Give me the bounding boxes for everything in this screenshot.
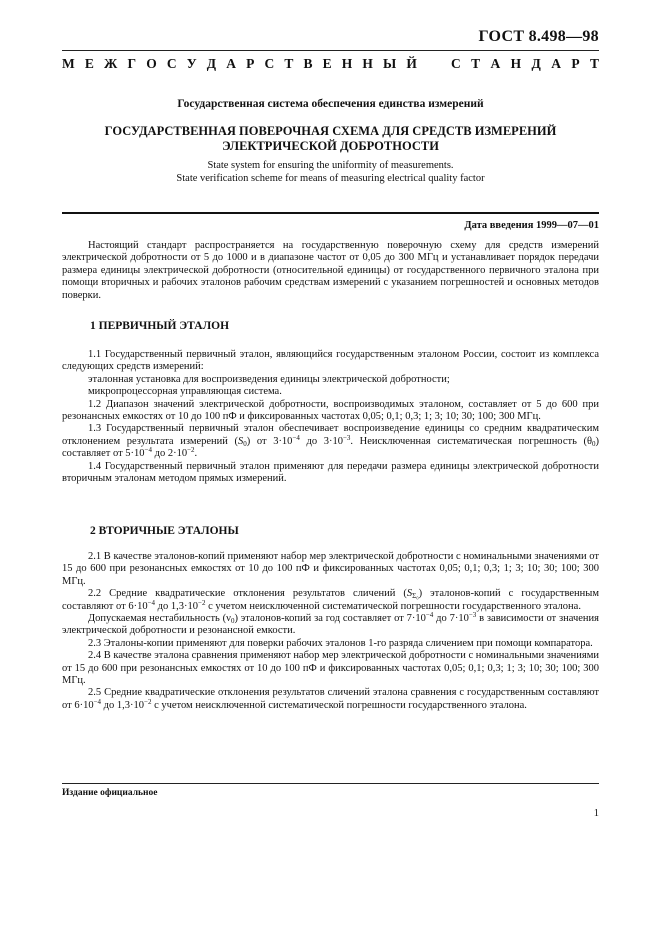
- interstate-letter: Г: [127, 56, 137, 71]
- interstate-letter: Е: [322, 56, 332, 71]
- english-title: [62, 160, 599, 185]
- interstate-letter: У: [186, 56, 197, 71]
- document-code: ГОСТ 8.498—98: [478, 28, 599, 45]
- standard-type-banner: [62, 52, 599, 76]
- para-2-2: 2.2 Средние квадратические отклонения результатов сличений $(S_{\Sigma_0})$ эталонов-копий с государственным составляют от $6\cdot 10^{-4}$ до $1,3\cdot 10^{-2}$ с учетом неисключенной систематической погрешности государственного эталона.: [62, 588, 599, 612]
- para-2-2-instability: Допускаемая нестабильность $(\nu_0)$ эталонов-копий за год составляет от $7\cdot 10^{-4}$ до $7\cdot 10^{-3}$ в зависимости от значения электрической добротности и резонансной емкости.: [62, 611, 599, 637]
- standard-letter: А: [551, 56, 561, 71]
- interstate-letter: В: [303, 56, 313, 71]
- section2-body: [62, 551, 599, 712]
- intro-paragraph: Настоящий стандарт распространяется на государственную поверочную схему для средств измерений электрической добротности от 5 до 1000 и в диапазоне частот от 0,05 до 300 МГц и устанавливает порядок передачи размера единицы электрической добротности (относительной единицы) от государственного первичного эталона при помощи вторичных и рабочих эталонов рабочим средствам измерений с указанием погрешностей и основных методов поверки.: [62, 240, 599, 301]
- footer-rule: [62, 783, 599, 784]
- interstate-letter: Д: [206, 56, 217, 71]
- edition-label: Издание официальное: [62, 788, 158, 798]
- interstate-letter: Ы: [383, 56, 397, 71]
- interstate-letter: А: [226, 56, 236, 71]
- interstate-letter: Й: [406, 56, 417, 71]
- para-2-4: 2.4 В качестве эталона сравнения применяют набор мер электрической добротности с номинальными значениями от 15 до 600 при резонансных емкостях от 10 до 100 пФ и фиксированных частотах 0,05; 0,1; 0,3; 1; 3; 10; 30; 100; 300 МГц.: [62, 650, 599, 687]
- interstate-letter: С: [166, 56, 177, 71]
- interstate-letter: Е: [84, 56, 94, 71]
- interstate-letter: Р: [246, 56, 255, 71]
- standard-letter: Т: [471, 56, 481, 71]
- introduction-date: Дата введения 1999—07—01: [464, 220, 599, 231]
- para-2-1: 2.1 В качестве эталонов-копий применяют набор мер электрической добротности с номинальными значениями от 15 до 600 при резонансных емкостях от 10 до 100 пФ и фиксированных частотах 0,05; 0,1; 0,3; 1; 3; 10; 30; 100; 300 МГц.: [62, 551, 599, 587]
- standard-letter: Н: [510, 56, 522, 71]
- standard-letter: Т: [589, 56, 599, 71]
- para-1-2: 1.2 Диапазон значений электрической добротности, воспроизводимых эталоном, составляет от 5 до 600 при резонансных емкостях от 10 до 100 пФ и фиксированных частотах 0,05; 0,1; 0,3; 1; 3; 10; 30; 100; 300 МГц.: [62, 398, 599, 423]
- interstate-letter: С: [264, 56, 275, 71]
- english-title-line1: State system for ensuring the uniformity of measurements.: [207, 160, 454, 171]
- para-2-3: 2.3 Эталоны-копии применяют для поверки рабочих эталонов 1-го разряда сличением при помощи компаратора.: [88, 637, 593, 649]
- standard-letter: С: [451, 56, 461, 71]
- top-rule: [62, 50, 599, 51]
- main-title-line2: ЭЛЕКТРИЧЕСКОЙ ДОБРОТНОСТИ: [222, 139, 439, 153]
- title-divider: [62, 212, 599, 214]
- para-1-3: 1.3 Государственный первичный эталон обеспечивает воспроизведение единицы со средним квадратическим отклонением результата измерений $(S_0)$ от $3\cdot 10^{-4}$ до $3\cdot 10^{-3}$. Неисключенная систематическая погрешность $(\theta_0)$ составляет от $5\cdot 10^{-4}$ до $2\cdot 10^{-2}$.: [62, 423, 599, 460]
- interstate-letter: Н: [362, 56, 373, 71]
- section1-heading: 1 ПЕРВИЧНЫЙ ЭТАЛОН: [90, 320, 230, 332]
- page-number: 1: [593, 808, 599, 819]
- interstate-letter: Т: [284, 56, 294, 71]
- para-1-1: 1.1 Государственный первичный эталон, являющийся государственным эталоном России, состоит из комплекса следующих средств измерений:: [62, 349, 599, 373]
- interstate-letter: О: [146, 56, 157, 71]
- banner-word-standard: [451, 56, 599, 72]
- para-1-1-item-b: микропроцессорная управляющая система.: [88, 386, 282, 398]
- interstate-letter: Н: [341, 56, 353, 71]
- system-title: Государственная система обеспечения единства измерений: [177, 98, 484, 110]
- standard-letter: Р: [571, 56, 580, 71]
- main-title: [62, 124, 599, 154]
- para-1-4: 1.4 Государственный первичный эталон применяют для передачи размера единицы электрической добротности вторичным эталонам методом прямых измерений.: [62, 460, 599, 485]
- para-2-5: 2.5 Средние квадратические отклонения результатов сличений эталона сравнения с государственным составляют от $6\cdot 10^{-4}$ до $1,3\cdot 10^{-2}$ с учетом неисключенной систематической погрешности государственного эталона.: [62, 687, 599, 711]
- standard-letter: Д: [531, 56, 541, 71]
- english-title-line2: State verification scheme for means of measuring electrical quality factor: [176, 172, 485, 184]
- main-title-line1: ГОСУДАРСТВЕННАЯ ПОВЕРОЧНАЯ СХЕМА ДЛЯ СРЕДСТВ ИЗМЕРЕНИЙ: [104, 124, 557, 138]
- section1-body: [62, 349, 599, 485]
- para-1-1-item-a: эталонная установка для воспроизведения единицы электрической добротности;: [88, 373, 450, 385]
- interstate-letter: М: [62, 56, 75, 71]
- banner-word-interstate: [62, 56, 417, 72]
- section2-heading: 2 ВТОРИЧНЫЕ ЭТАЛОНЫ: [90, 525, 239, 537]
- interstate-letter: Ж: [104, 56, 118, 71]
- standard-letter: А: [490, 56, 501, 71]
